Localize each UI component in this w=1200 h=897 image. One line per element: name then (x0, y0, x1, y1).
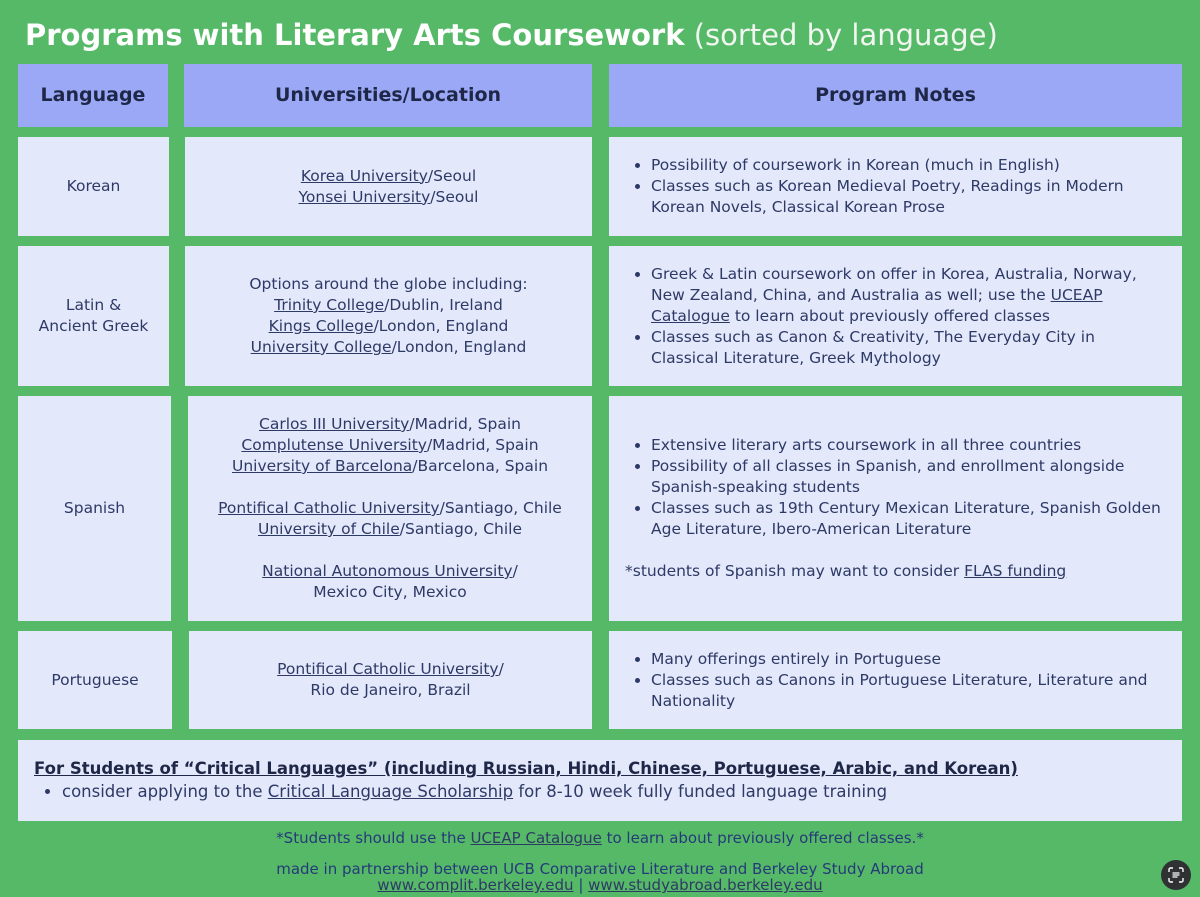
page-title-main: Programs with Literary Arts Coursework (25, 18, 685, 52)
header-universities: Universities/Location (184, 64, 592, 127)
university-line: Yonsei University/Seoul (298, 187, 479, 206)
row-korean-universities (185, 137, 592, 236)
footer-links: www.complit.berkeley.edu | www.studyabroad.berkeley.edu (377, 876, 823, 894)
university-link[interactable]: Complutense University (241, 436, 427, 454)
critical-languages-heading: For Students of “Critical Languages” (including Russian, Hindi, Chinese, Portuguese, Arabic, and Korean) (34, 759, 1018, 778)
text-scan-icon (1168, 867, 1184, 883)
row-latin-universities (185, 246, 592, 386)
language-label: Latin & (65, 296, 122, 314)
university-line: Pontifical Catholic University/ (277, 660, 504, 678)
university-line: Kings College/London, England (268, 317, 509, 335)
complit-website-link[interactable]: www.complit.berkeley.edu (377, 876, 574, 894)
notes-list (625, 435, 1164, 540)
note-item: • Classes such as Canons in Portuguese Literature, Literature and Nationality (651, 670, 1164, 712)
university-link[interactable]: National Autonomous University (262, 562, 513, 580)
university-line: Korea University/Seoul (300, 166, 477, 185)
notes-list (625, 155, 1164, 218)
critical-languages-list (34, 780, 1166, 803)
row-latin-notes (609, 246, 1182, 386)
university-line: National Autonomous University/ (262, 562, 518, 580)
university-link[interactable]: Trinity College (274, 296, 385, 314)
row-latin-language (18, 246, 169, 386)
text-scan-button[interactable] (1161, 860, 1191, 890)
row-korean-notes (609, 137, 1182, 236)
header-program-notes: Program Notes (609, 64, 1182, 127)
spanish-footnote: *students of Spanish may want to consider FLAS funding (625, 562, 1067, 580)
row-portuguese-language (18, 631, 172, 729)
note-item: • Extensive literary arts coursework in all three countries (651, 435, 1164, 456)
university-link[interactable]: Pontifical Catholic University (218, 499, 440, 517)
note-item: • Many offerings entirely in Portuguese (651, 649, 1164, 670)
university-link[interactable]: Yonsei University (298, 187, 431, 206)
notes-list (625, 264, 1164, 369)
critical-languages-item: • consider applying to the Critical Language Scholarship for 8-10 week fully funded language training (62, 780, 1166, 803)
university-link[interactable]: University of Barcelona (231, 457, 413, 475)
row-spanish-universities (188, 396, 592, 621)
university-link[interactable]: Pontifical Catholic University (277, 660, 499, 678)
header-language: Language (18, 64, 168, 127)
notes-list (625, 649, 1164, 712)
row-korean-language (18, 137, 169, 236)
note-item: • Possibility of coursework in Korean (much in English) (651, 155, 1164, 176)
row-spanish-language (18, 396, 171, 621)
critical-language-scholarship-link[interactable]: Critical Language Scholarship (267, 782, 514, 801)
language-label: Ancient Greek (38, 317, 149, 335)
note-item: • Classes such as Canon & Creativity, The Everyday City in Classical Literature, Greek Mythology (651, 327, 1164, 369)
university-link[interactable]: Carlos III University (259, 415, 410, 433)
flas-funding-link[interactable]: FLAS funding (964, 562, 1067, 580)
university-line: University College/London, England (250, 338, 527, 356)
page-title-sub: (sorted by language) (693, 18, 998, 52)
university-link[interactable]: Korea University (300, 166, 428, 185)
university-line: Carlos III University/Madrid, Spain (259, 415, 521, 433)
note-item: • Classes such as Korean Medieval Poetry, Readings in Modern Korean Novels, Classical Korean Prose (651, 176, 1164, 218)
university-line: Trinity College/Dublin, Ireland (274, 296, 503, 314)
language-label: Portuguese (51, 670, 139, 689)
university-line: University of Barcelona/Barcelona, Spain (231, 457, 549, 475)
note-item: • Classes such as 19th Century Mexican Literature, Spanish Golden Age Literature, Ibero-American Literature (651, 498, 1164, 540)
row-spanish-notes (609, 396, 1182, 621)
universities-intro: Options around the globe including: (249, 275, 528, 293)
row-portuguese-universities (189, 631, 592, 729)
university-link[interactable]: Kings College (268, 317, 374, 335)
university-link[interactable]: University of Chile (257, 520, 400, 538)
note-item: • Possibility of all classes in Spanish, and enrollment alongside Spanish-speaking students (651, 456, 1164, 498)
university-line: Pontifical Catholic University/Santiago, Chile (218, 499, 562, 517)
uceap-catalogue-link[interactable]: UCEAP Catalogue (651, 285, 1103, 325)
uceap-catalogue-link[interactable]: UCEAP Catalogue (470, 829, 602, 847)
note-item: • Greek & Latin coursework on offer in Korea, Australia, Norway, New Zealand, China, and Australia as well; use the UCEAP Catalogue to learn about previously offered classes (651, 264, 1164, 327)
language-label: Spanish (63, 499, 126, 517)
university-line: Complutense University/Madrid, Spain (241, 436, 539, 454)
university-line: University of Chile/Santiago, Chile (257, 520, 523, 538)
page-title (25, 14, 998, 56)
footer-uceap-note: *Students should use the UCEAP Catalogue to learn about previously offered classes.* (276, 829, 924, 847)
studyabroad-website-link[interactable]: www.studyabroad.berkeley.edu (588, 876, 823, 894)
language-label: Korean (66, 177, 121, 195)
footer-partnership: made in partnership between UCB Comparative Literature and Berkeley Study Abroad (276, 860, 924, 878)
university-location: Mexico City, Mexico (313, 583, 467, 601)
row-portuguese-notes (609, 631, 1182, 729)
university-link[interactable]: University College (250, 338, 392, 356)
critical-languages-box (18, 740, 1182, 821)
university-location: Rio de Janeiro, Brazil (310, 681, 471, 699)
